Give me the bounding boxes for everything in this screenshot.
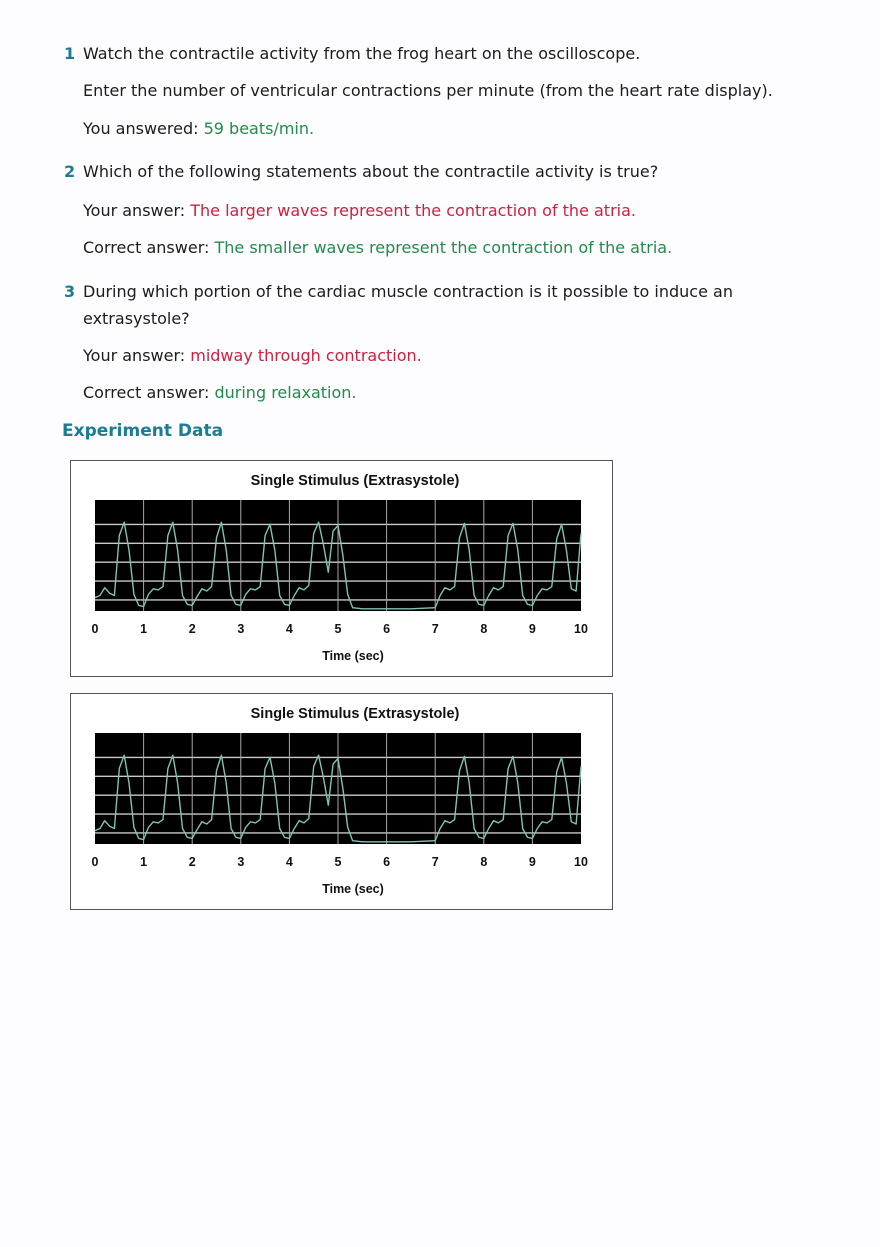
x-tick-label: 9 — [528, 855, 536, 869]
x-tick-label: 3 — [237, 622, 245, 636]
chart-title: Single Stimulus (Extrasystole) — [250, 706, 460, 722]
x-tick-label: 0 — [91, 622, 99, 636]
correct-answer-label: Correct answer: — [83, 238, 210, 257]
x-tick-label: 7 — [431, 622, 439, 636]
your-answer-line — [83, 345, 422, 367]
x-tick-label: 2 — [188, 622, 196, 636]
x-tick-label: 2 — [188, 855, 196, 869]
question-text: During which portion of the cardiac muscle contraction is it possible to induce an extrasystole? — [83, 282, 733, 328]
correct-answer-value: The smaller waves represent the contraction of the atria. — [214, 238, 673, 257]
answer-line — [83, 118, 314, 140]
x-tick-label: 1 — [140, 622, 148, 636]
x-tick-label: 7 — [431, 855, 439, 869]
your-answer-value: midway through contraction. — [190, 346, 422, 365]
x-tick-label: 6 — [383, 622, 391, 636]
question-text: Watch the contractile activity from the frog heart on the oscilloscope. — [83, 44, 641, 63]
question-text: Which of the following statements about the contractile activity is true? — [83, 162, 659, 181]
your-answer-value: The larger waves represent the contraction of the atria. — [190, 201, 636, 220]
your-answer-label: Your answer: — [83, 346, 186, 365]
x-tick-label: 10 — [574, 855, 588, 869]
correct-answer-label: Correct answer: — [83, 383, 210, 402]
x-tick-label: 4 — [285, 855, 293, 869]
question-1 — [64, 40, 804, 67]
section-title: Experiment Data — [62, 421, 224, 441]
x-tick-label: 0 — [91, 855, 99, 869]
x-tick-label: 5 — [334, 855, 342, 869]
x-tick-label: 8 — [480, 855, 488, 869]
your-answer-line — [83, 200, 636, 222]
x-axis-label: Time (sec) — [322, 882, 384, 896]
correct-answer-line — [83, 382, 357, 404]
oscilloscope-chart-1 — [70, 460, 613, 677]
oscilloscope-chart-2 — [70, 693, 613, 910]
question-number: 3 — [64, 282, 76, 301]
x-tick-label: 8 — [480, 622, 488, 636]
chart-title: Single Stimulus (Extrasystole) — [250, 473, 460, 489]
x-tick-label: 4 — [285, 622, 293, 636]
x-tick-label: 5 — [334, 622, 342, 636]
correct-answer-line — [83, 237, 672, 259]
your-answer-label: Your answer: — [83, 201, 186, 220]
question-number: 1 — [64, 44, 76, 63]
question-subtext: Enter the number of ventricular contractions per minute (from the heart rate display). — [83, 81, 773, 100]
x-tick-label: 3 — [237, 855, 245, 869]
x-tick-label: 1 — [140, 855, 148, 869]
answer-value: 59 beats/min. — [203, 119, 315, 138]
correct-answer-value: during relaxation. — [214, 383, 357, 402]
x-tick-label: 9 — [528, 622, 536, 636]
answer-label: You answered: — [83, 119, 199, 138]
x-tick-label: 6 — [383, 855, 391, 869]
x-tick-label: 10 — [574, 622, 588, 636]
question-2 — [64, 158, 804, 185]
x-axis-label: Time (sec) — [322, 649, 384, 663]
question-number: 2 — [64, 162, 76, 181]
question-3 — [64, 278, 754, 332]
